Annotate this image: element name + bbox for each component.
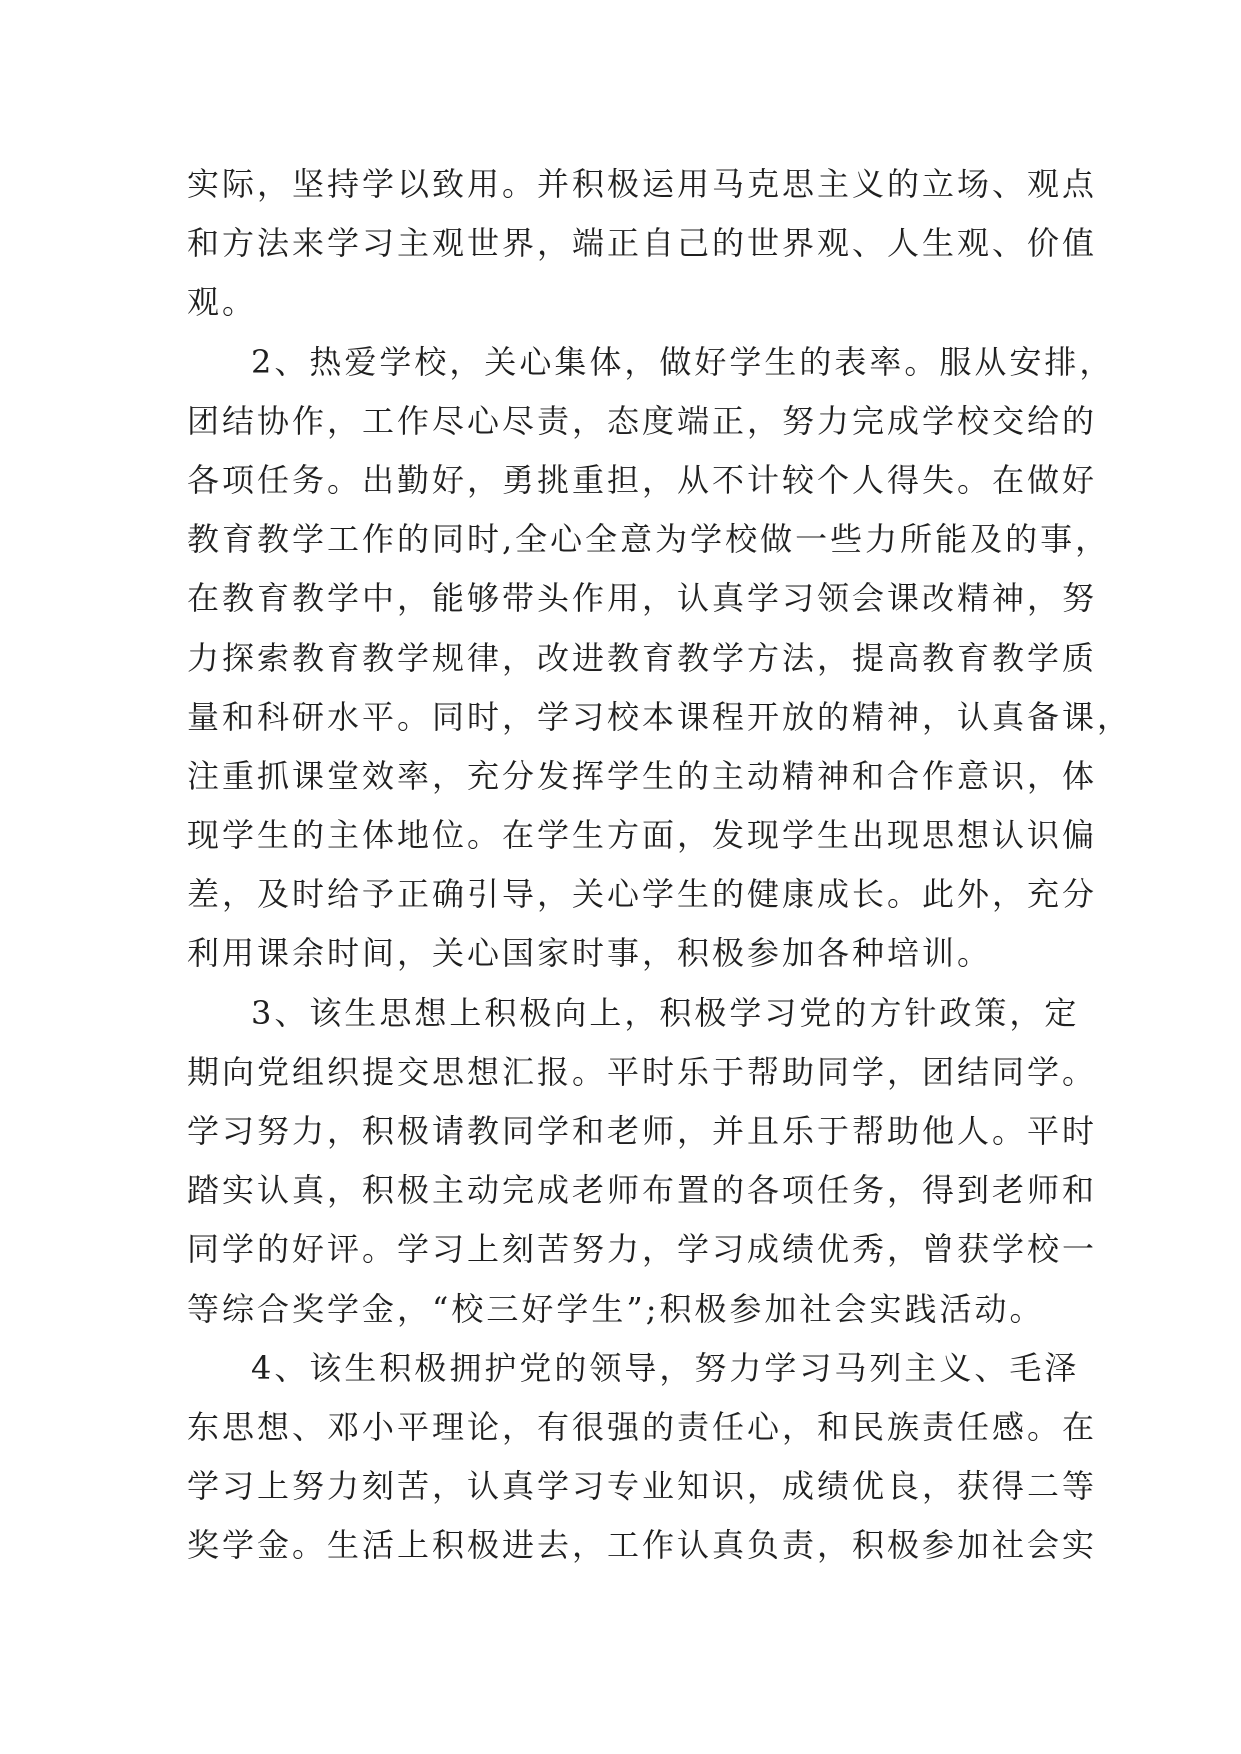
text-line: 奖学金。生活上积极进去，工作认真负责，积极参加社会实 bbox=[187, 1526, 1098, 1565]
text-line: 学习努力，积极请教同学和老师，并且乐于帮助他人。平时 bbox=[187, 1112, 1098, 1150]
text-line: 现学生的主体地位。在学生方面，发现学生出现思想认识偏 bbox=[187, 816, 1098, 855]
text-line: 教育教学工作的同时,全心全意为学校做一些力所能及的事， bbox=[187, 520, 1111, 559]
document-body-text bbox=[187, 155, 1133, 1576]
text-line: 差，及时给予正确引导，关心学生的健康成长。此外，充分 bbox=[187, 875, 1098, 914]
text-line: 实际，坚持学以致用。并积极运用马克思主义的立场、观点 bbox=[187, 165, 1098, 203]
text-line: 利用课余时间，关心国家时事，积极参加各种培训。 bbox=[187, 934, 993, 973]
text-line: 期向党组织提交思想汇报。平时乐于帮助同学，团结同学。 bbox=[187, 1052, 1098, 1091]
text-line: 等综合奖学金，“校三好学生”;积极参加社会实践活动。 bbox=[187, 1289, 1045, 1328]
text-line: 学习上努力刻苦，认真学习专业知识，成绩优良，获得二等 bbox=[187, 1467, 1098, 1506]
text-line: 踏实认真，积极主动完成老师布置的各项任务，得到老师和 bbox=[187, 1171, 1098, 1210]
paragraph-2-start: 2、热爱学校，关心集体，做好学生的表率。服从安排， bbox=[251, 342, 1115, 381]
text-line: 观。 bbox=[187, 283, 258, 322]
paragraph-4-start: 4、该生积极拥护党的领导，努力学习马列主义、毛泽 bbox=[251, 1348, 1080, 1387]
text-line: 量和科研水平。同时，学习校本课程开放的精神，认真备课， bbox=[187, 697, 1133, 736]
paragraph-3-start: 3、该生思想上积极向上，积极学习党的方针政策，定 bbox=[251, 993, 1080, 1032]
text-line: 和方法来学习主观世界，端正自己的世界观、人生观、价值 bbox=[187, 224, 1098, 263]
text-line: 在教育教学中，能够带头作用，认真学习领会课改精神，努 bbox=[187, 579, 1098, 618]
text-line: 团结协作，工作尽心尽责，态度端正，努力完成学校交给的 bbox=[187, 401, 1098, 440]
text-line: 各项任务。出勤好，勇挑重担，从不计较个人得失。在做好 bbox=[187, 460, 1098, 499]
text-line: 力探索教育教学规律，改进教育教学方法，提高教育教学质 bbox=[187, 638, 1098, 677]
text-line: 东思想、邓小平理论，有很强的责任心，和民族责任感。在 bbox=[187, 1407, 1098, 1446]
text-line: 同学的好评。学习上刻苦努力，学习成绩优秀，曾获学校一 bbox=[187, 1230, 1098, 1269]
text-line: 注重抓课堂效率，充分发挥学生的主动精神和合作意识，体 bbox=[187, 756, 1098, 795]
